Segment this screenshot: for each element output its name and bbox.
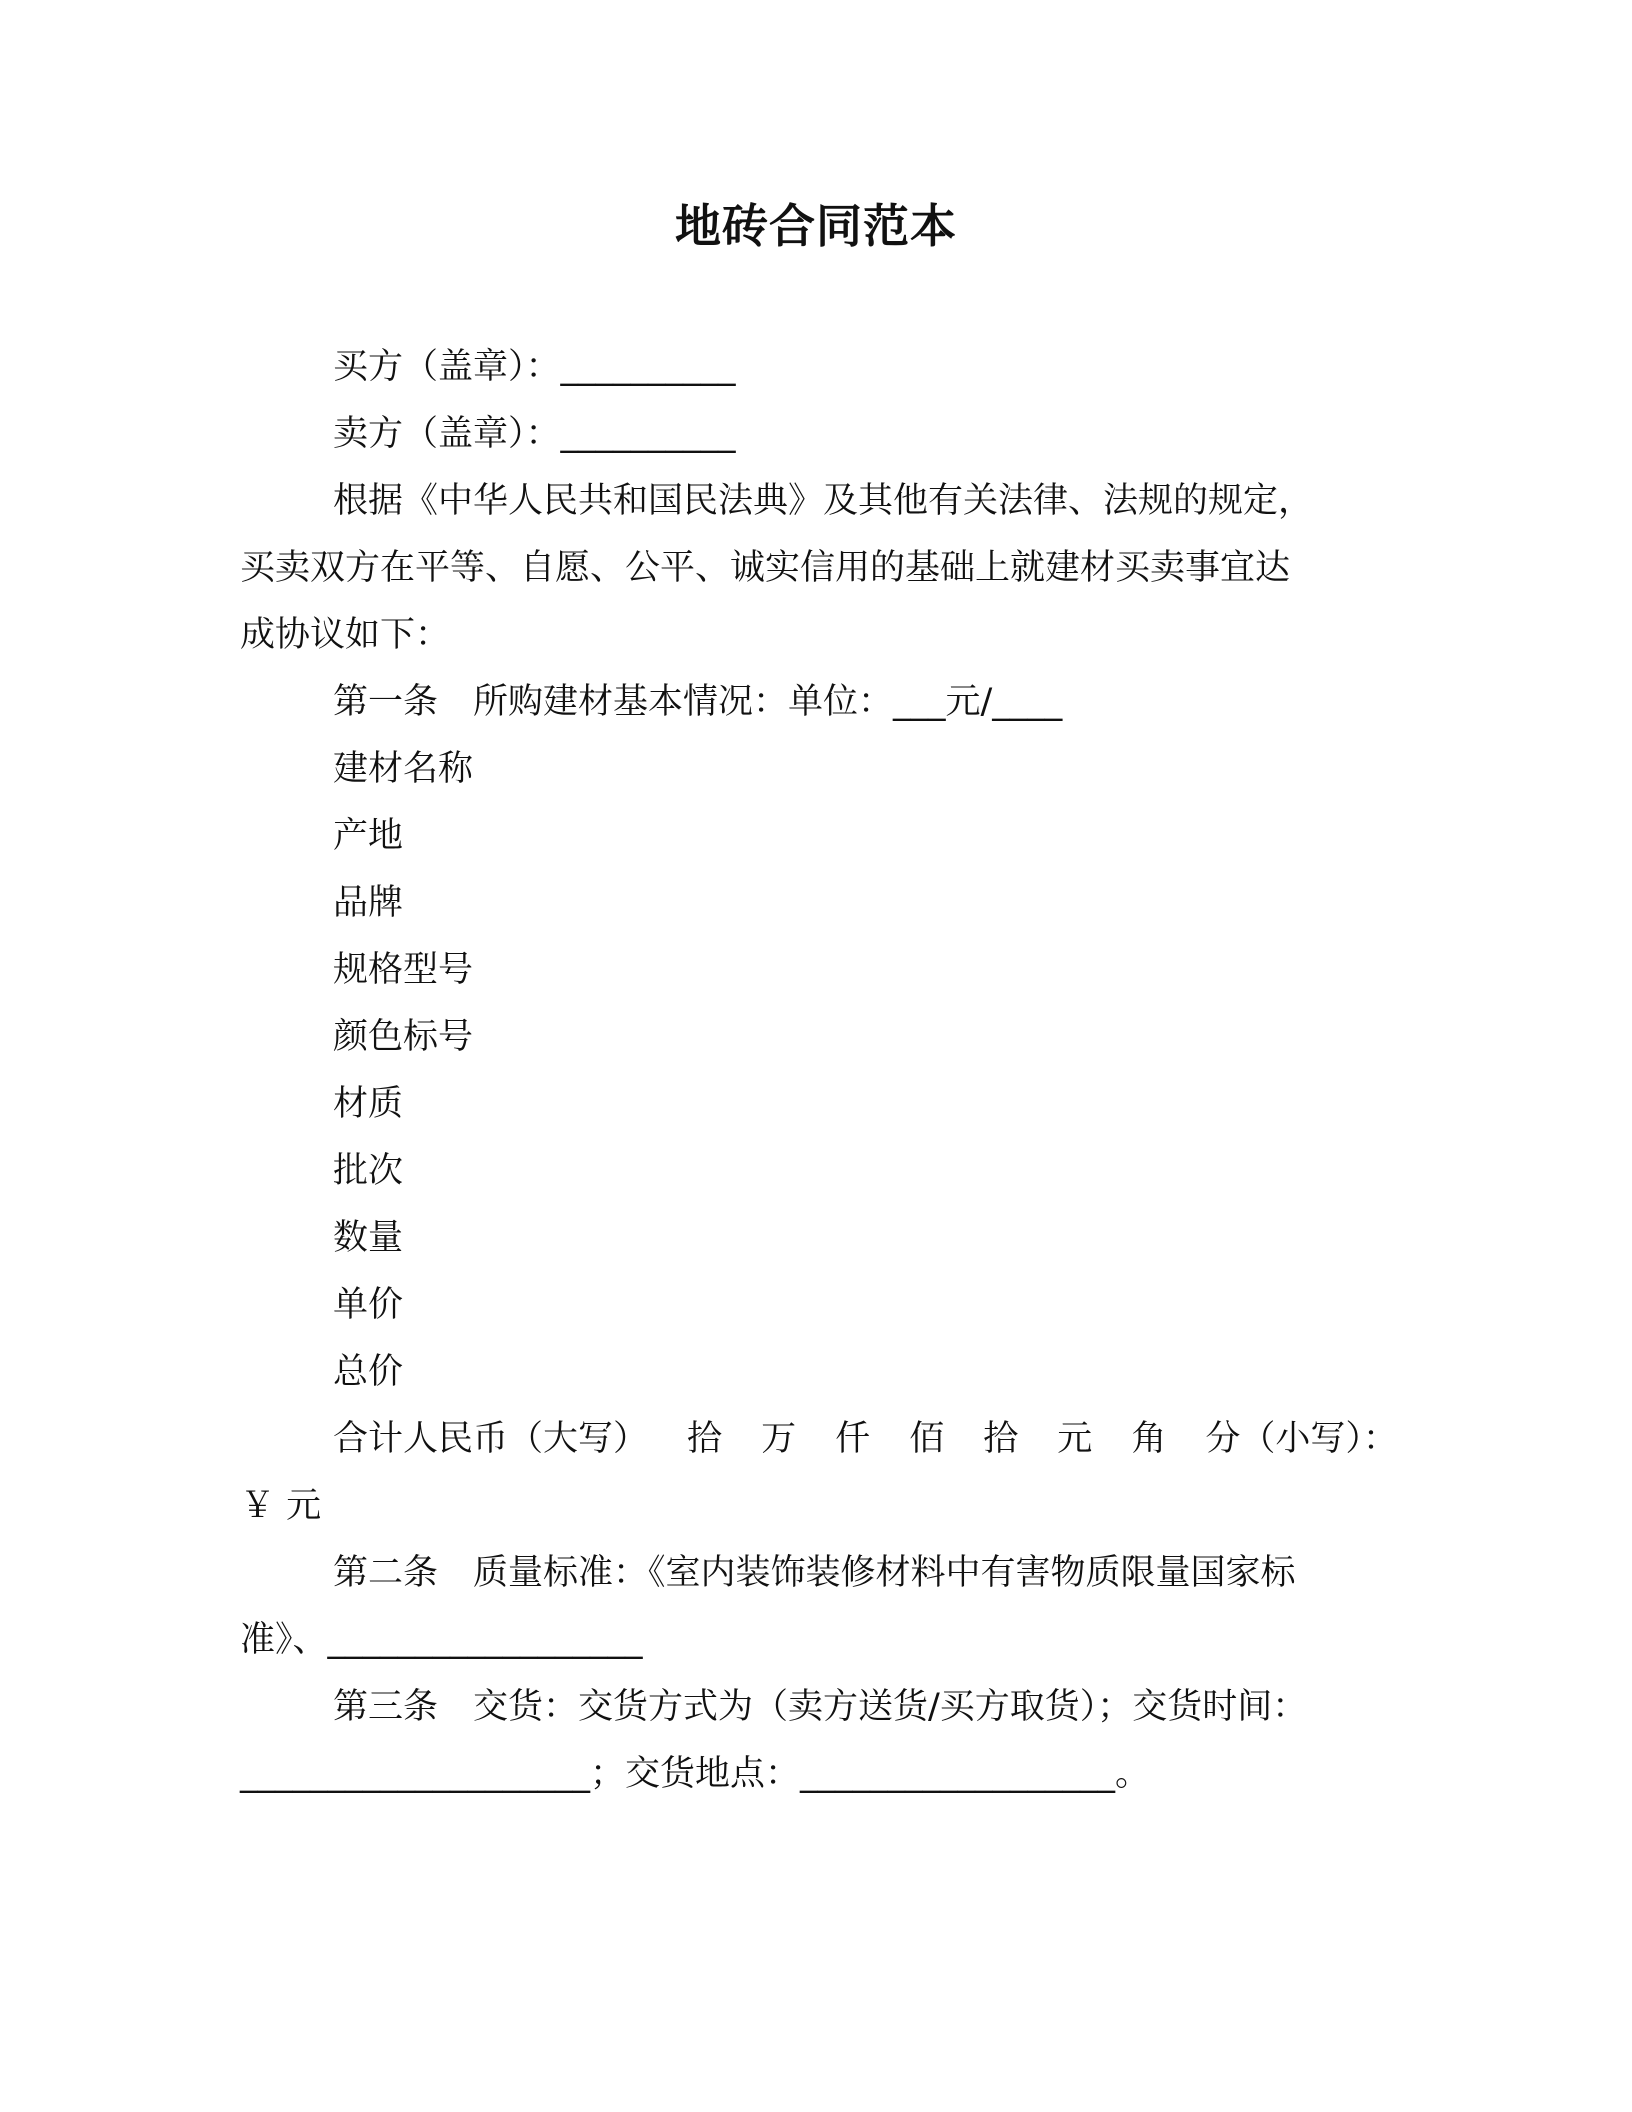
total-part: 元 [1057,1419,1093,1459]
total-part: 拾 [983,1419,1019,1459]
article1-item: 规格型号 [333,950,474,990]
article1-item: 材质 [333,1084,404,1124]
total-part: 万 [761,1419,797,1459]
total-part: 佰 [909,1419,945,1459]
article1-heading: 第一条 所购建材基本情况：单位：___元/____ [333,682,1063,722]
article1-item: 颜色标号 [333,1017,474,1057]
total-amount-continuation: ￥ 元 [240,1486,322,1526]
buyer-line: 买方（盖章）：__________ [333,347,736,387]
total-part: 仟 [835,1419,871,1459]
total-part: 角 [1131,1419,1167,1459]
article1-item: 产地 [333,816,404,856]
article1-item: 建材名称 [333,749,474,789]
article1-item: 总价 [333,1352,404,1392]
document-title: 地砖合同范本 [675,199,957,253]
preamble-line-2: 买卖双方在平等、自愿、公平、诚实信用的基础上就建材买卖事宜达 [240,548,1291,588]
article1-item: 批次 [333,1151,404,1191]
article1-item: 单价 [333,1285,404,1325]
article1-item: 品牌 [333,883,404,923]
article3-line-1: 第三条 交货：交货方式为（卖方送货/买方取货）；交货时间： [333,1687,1308,1727]
article3-line-2: ____________________；交货地点：__________________。 [240,1754,1151,1794]
seller-line: 卖方（盖章）：__________ [333,414,736,454]
total-part: 拾 [687,1419,723,1459]
total-amount-line [333,1415,1398,1463]
article2-line-1: 第二条 质量标准：《室内装饰装修材料中有害物质限量国家标 [333,1553,1296,1593]
article2-line-2: 准》、__________________ [240,1620,643,1660]
preamble-line-3: 成协议如下： [240,615,451,655]
article1-item: 数量 [333,1218,404,1258]
total-part: 分（小写）： [1205,1419,1398,1459]
preamble-line-1: 根据《中华人民共和国民法典》及其他有关法律、法规的规定， [333,481,1314,521]
total-part: 合计人民币（大写） [333,1419,649,1459]
